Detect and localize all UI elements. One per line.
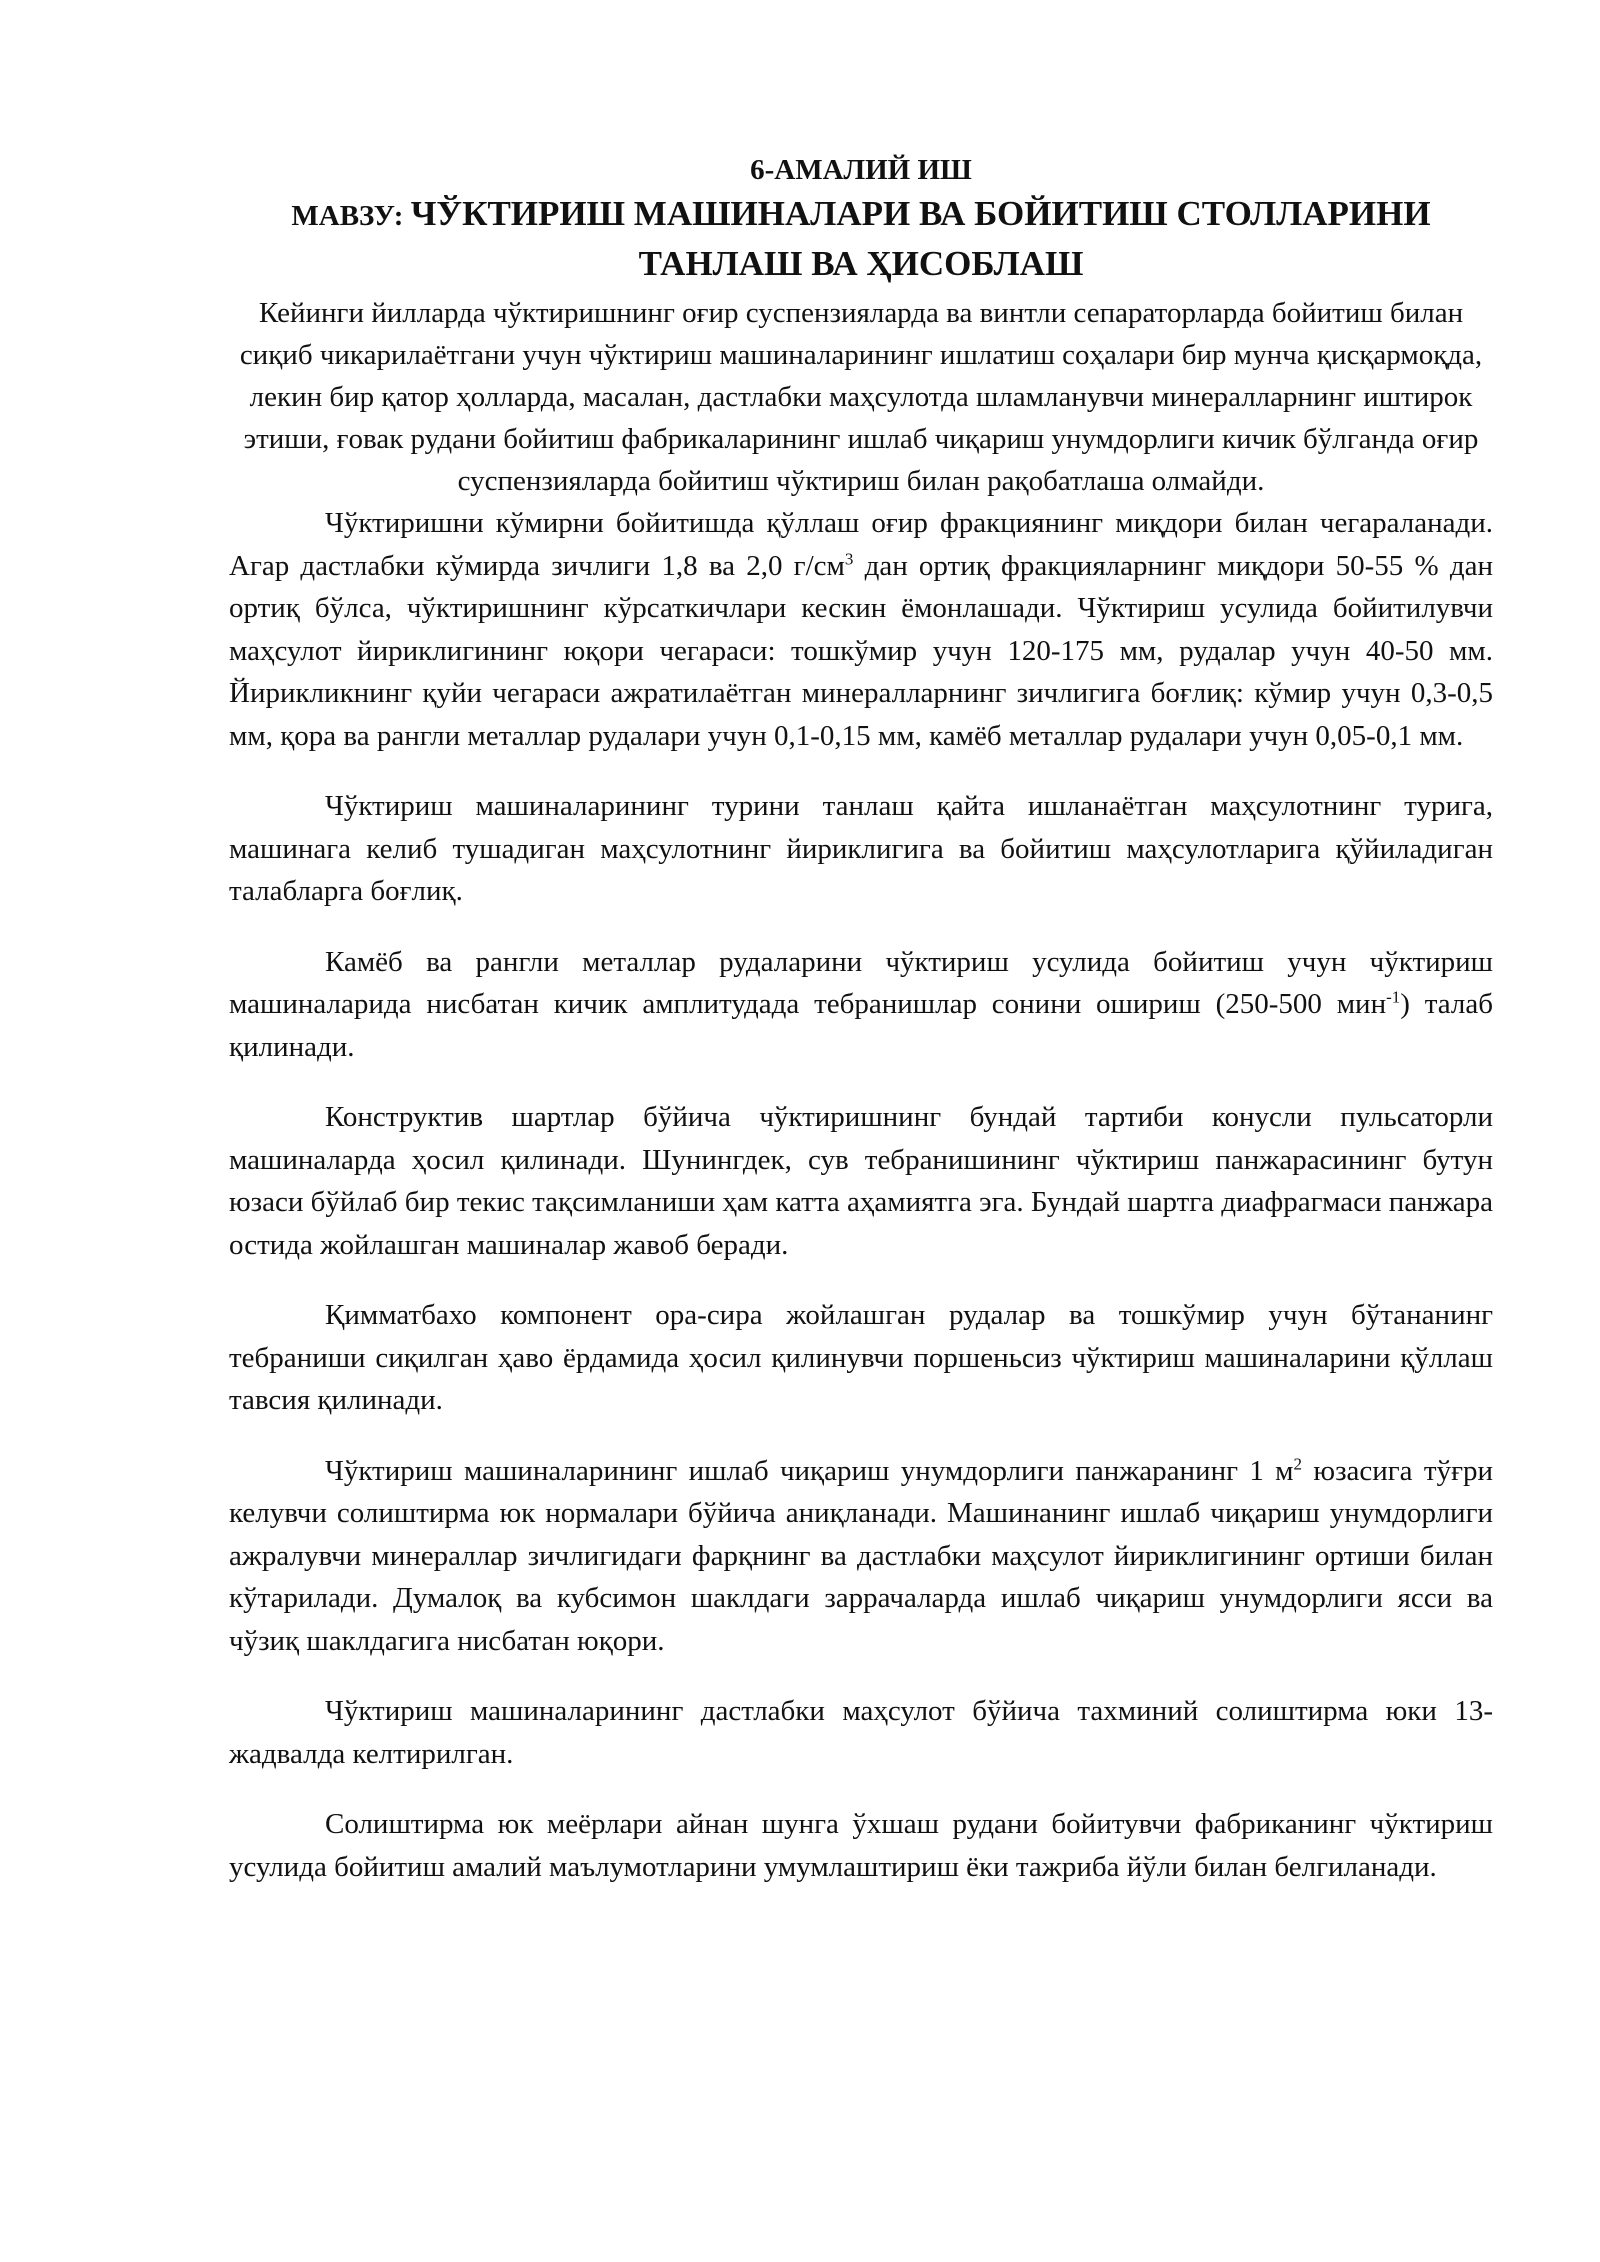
topic-title-line2: ТАНЛАШ ВА ҲИСОБЛАШ [638,244,1084,283]
paragraph-text: ) талаб қилинади. [229,988,1493,1063]
topic-prefix: МАВЗУ: [291,200,411,232]
paragraph-constructive-conditions: Конструктив шартлар бўйича чўктиришнинг бундай тартиби конусли пульсаторли машиналарда ҳосил қилинади. Шунингдек, сув тебранишининг чўктириш панжарасининг бутун юзаси бўйлаб бир текис тақсимланиши ҳам катта аҳамиятга эга. Бундай шартга диафрагмаси панжара остида жойлашган машиналар жавоб беради. [229,1101,1493,1261]
paragraph-productivity [229,1450,1493,1663]
intro-paragraph: Кейинги йилларда чўктиришнинг оғир суспензияларда ва винтли сепараторларда бойитиш билан сиқиб чикарилаётгани учун чўктириш машиналарининг ишлатиш соҳалари бир мунча қисқармоқда, лекин бир қатор ҳолларда, масалан, дастлабки маҳсулотда шламланувчи минералларнинг иштирок этиши, ғовак рудани бойитиш фабрикаларининг ишлаб чиқариш унумдорлиги кичик бўлганда оғир суспензияларда бойитиш чўктириш билан рақобатлаша олмайди. [239,297,1483,497]
paragraph-specific-load: Чўктириш машиналарининг дастлабки маҳсулот бўйича тахминий солиштирма юки 13-жадвалда келтирилган. [229,1695,1493,1770]
paragraph-machine-type: Чўктириш машиналарининг турини танлаш қайта ишланаётган маҳсулотнинг турига, машинага келиб тушадиган маҳсулотнинг йириклигига ва бойитиш маҳсулотларига қўйиладиган талабларга боғлиқ. [229,790,1493,907]
paragraph-rare-metals [229,941,1493,1069]
paragraph-text: Чўктириш машиналарининг ишлаб чиқариш унумдорлиги панжаранинг 1 м [325,1454,1294,1487]
paragraph-text: дан ортиқ фракцияларнинг миқдори 50-55 % дан ортиқ бўлса, чўктиришнинг кўрсаткичлари кескин ёмонлашади. Чўктириш усулида бойитилувчи маҳсулот йириклигининг юқори чегараси: тошкўмир учун 120-175 мм, рудалар учун 40-50 мм. Йирикликнинг қуйи чегараси ажратилаётган минералларнинг зичлигига боғлиқ: кўмир учун 0,3-0,5 мм, қора ва рангли металлар рудалари учун 0,1-0,15 мм, камёб металлар рудалари учун 0,05-0,1 мм. [229,549,1493,752]
document-page [229,150,1493,1888]
paragraph-valuable-component: Қимматбахо компонент ора-сира жойлашган рудалар ва тошкўмир учун бўтананинг тебраниши сиқилган ҳаво ёрдамида ҳосил қилинувчи поршеньсиз чўктириш машиналарини қўллаш тавсия қилинади. [229,1299,1493,1416]
superscript: -1 [1386,987,1401,1007]
topic-heading [229,190,1493,288]
paragraph-text: Чўктиришни кўмирни бойитишда қўллаш оғир фракциянинг миқдори билан чегараланади. Агар дастлабки кўмирда зичлиги 1,8 ва 2,0 г/см [229,507,1493,582]
superscript: 3 [844,548,854,568]
paragraph-text: юзасига тўғри келувчи солиштирма юк нормалари бўйича аниқланади. Машинанинг ишлаб чиқариш унумдорлиги ажралувчи минераллар зичлигидаги фарқнинг ва дастлабки маҳсулот йириклигининг ортиши билан кўтарилади. Думалоқ ва кубсимон шаклдаги заррачаларда ишлаб чиқариш унумдорлиги ясси ва чўзиқ шаклдагига нисбатан юқори. [229,1454,1493,1657]
paragraph-text: Камёб ва рангли металлар рудаларини чўктириш усулида бойитиш учун чўктириш машиналарида нисбатан кичик амплитудада тебранишлар сонини ошириш (250-500 мин [229,945,1493,1020]
work-number-heading: 6-АМАЛИЙ ИШ [750,154,972,186]
topic-title-line1: ЧЎКТИРИШ МАШИНАЛАРИ ВА БОЙИТИШ СТОЛЛАРИНИ [410,194,1431,233]
superscript: 2 [1293,1453,1303,1473]
paragraph-coal-jigging [229,502,1493,757]
paragraph-load-norms: Солиштирма юк меёрлари айнан шунга ўхшаш рудани бойитувчи фабриканинг чўктириш усулида бойитиш амалий маълумотларини умумлаштириш ёки тажриба йўли билан белгиланади. [229,1808,1493,1883]
